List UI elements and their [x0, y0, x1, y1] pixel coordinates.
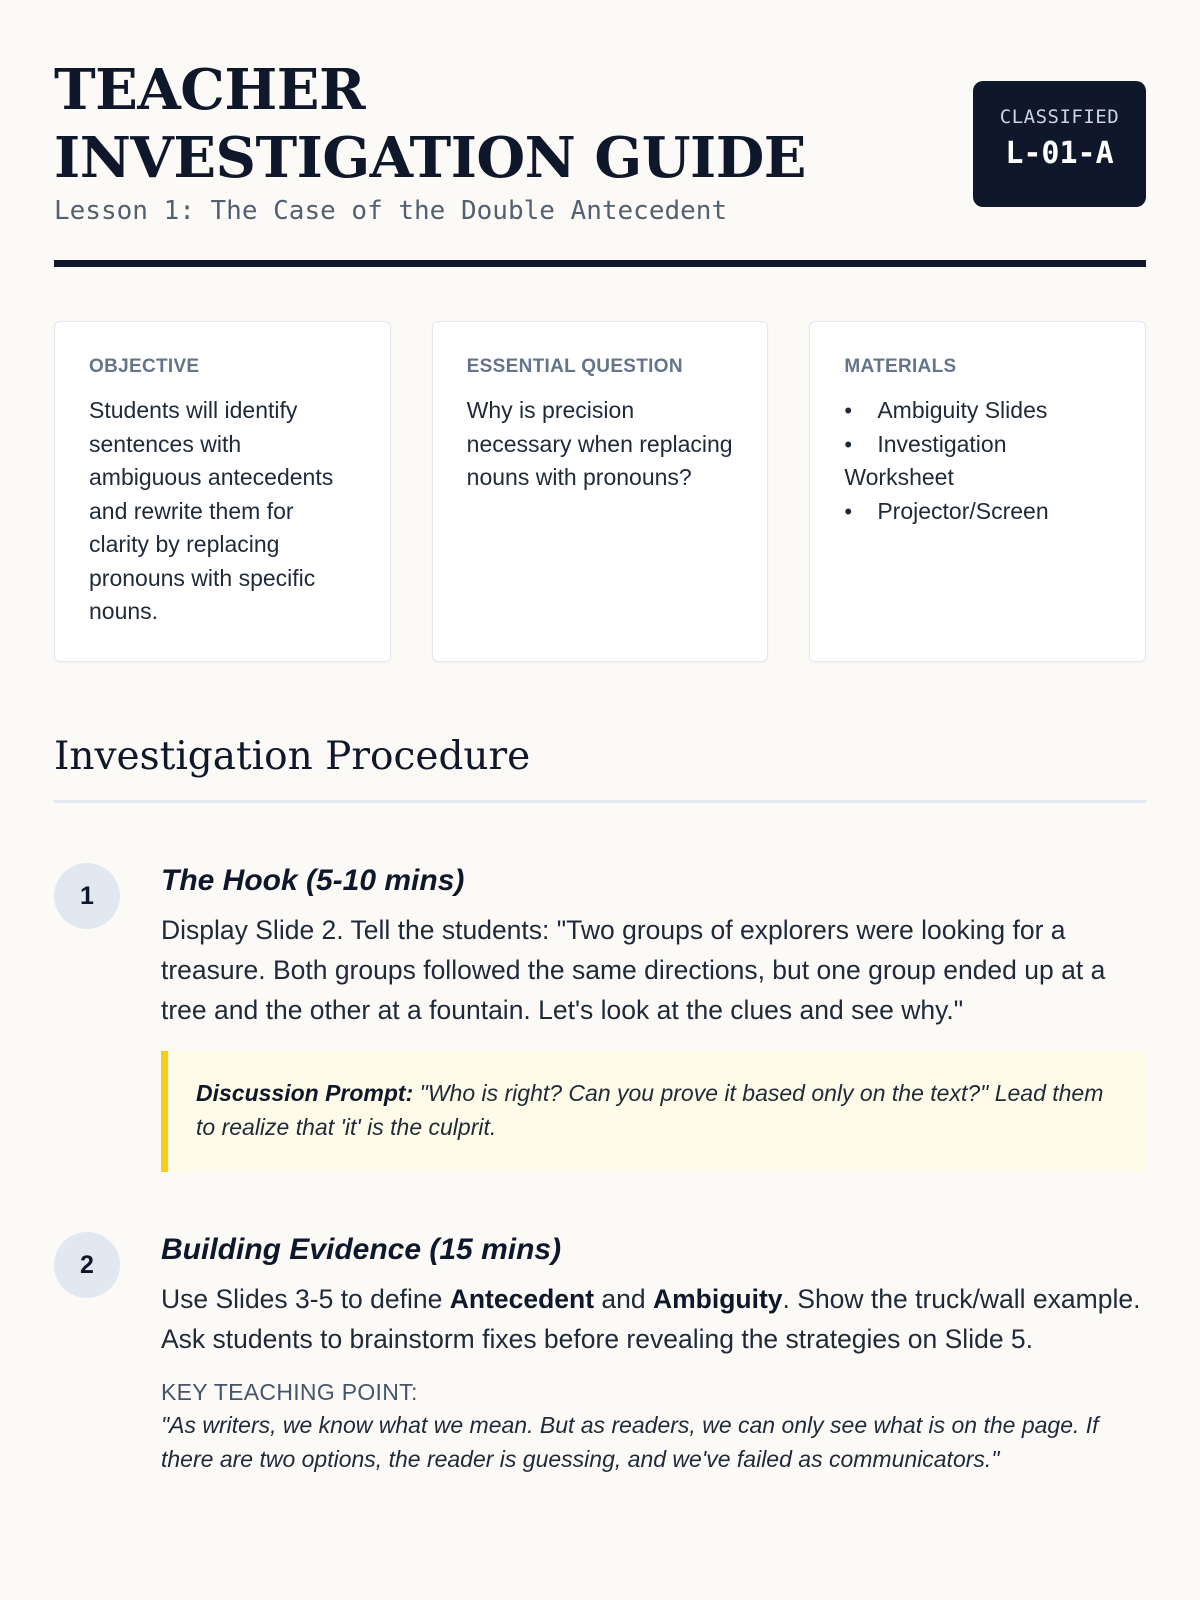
term-ambiguity: Ambiguity [652, 1284, 783, 1314]
materials-list [844, 394, 1115, 528]
objective-text: Students will identify sentences with ambiguous antecedents and rewrite them for clarity by replacing pronouns with specific nouns. [89, 397, 334, 624]
step-number-badge: 2 [54, 1232, 120, 1298]
key-teaching-point-label: KEY TEACHING POINT: [161, 1379, 418, 1405]
procedure-step-2 [54, 1230, 1146, 1476]
step-title: Building Evidence (15 mins) [161, 1233, 562, 1266]
key-teaching-point-quote: "As writers, we know what we mean. But as readers, we can only see what is on the page. If there are two options, the reader is guessing, and we've failed as communicators." [161, 1412, 1099, 1472]
materials-item: • Ambiguity Slides [844, 394, 1115, 428]
page-title: TEACHER INVESTIGATION GUIDE [54, 57, 806, 191]
discussion-prompt-text: "Who is right? Can you prove it based only on the text?" Lead them to realize that 'it' is the culprit. [196, 1080, 1104, 1140]
section-divider [54, 800, 1146, 803]
badge-code: L-01-A [1005, 136, 1114, 171]
step-text: Use Slides 3-5 to define [161, 1284, 450, 1314]
discussion-prompt-callout [161, 1051, 1146, 1172]
step-text: and [594, 1284, 653, 1314]
materials-item: • Investigation Worksheet [844, 428, 1115, 495]
discussion-prompt-label: Discussion Prompt: [196, 1080, 414, 1106]
step-text: . Show the truck/wall example. Ask students to brainstorm fixes before revealing the strategies on Slide 5. [161, 1284, 1141, 1354]
step-description: Display Slide 2. Tell the students: "Two groups of explorers were looking for a treasure. Both groups followed the same directions, but one group ended up at a tree and the other at a fountain. Let's look at the clues and see why." [161, 915, 1106, 1025]
step-number-badge: 1 [54, 863, 120, 929]
materials-item: • Projector/Screen [844, 495, 1115, 529]
materials-card [809, 321, 1146, 662]
procedure-step-1 [54, 861, 1146, 1172]
header-divider [54, 260, 1146, 267]
lesson-subtitle: Lesson 1: The Case of the Double Antecedent [54, 196, 728, 226]
badge-label: CLASSIFIED [999, 106, 1120, 128]
step-title: The Hook (5-10 mins) [161, 864, 465, 897]
objective-label: OBJECTIVE [89, 356, 200, 377]
objective-card [54, 321, 391, 662]
section-title: Investigation Procedure [54, 734, 531, 779]
term-antecedent: Antecedent [449, 1284, 595, 1314]
step-description [161, 1279, 1146, 1359]
overview-cards [54, 321, 1146, 662]
essential-question-card [432, 321, 769, 662]
guide-header [54, 56, 1146, 268]
essential-question-label: ESSENTIAL QUESTION [466, 356, 683, 377]
classified-badge [973, 81, 1146, 207]
essential-question-text: Why is precision necessary when replacing nouns with pronouns? [466, 397, 733, 490]
materials-label: MATERIALS [844, 356, 957, 377]
